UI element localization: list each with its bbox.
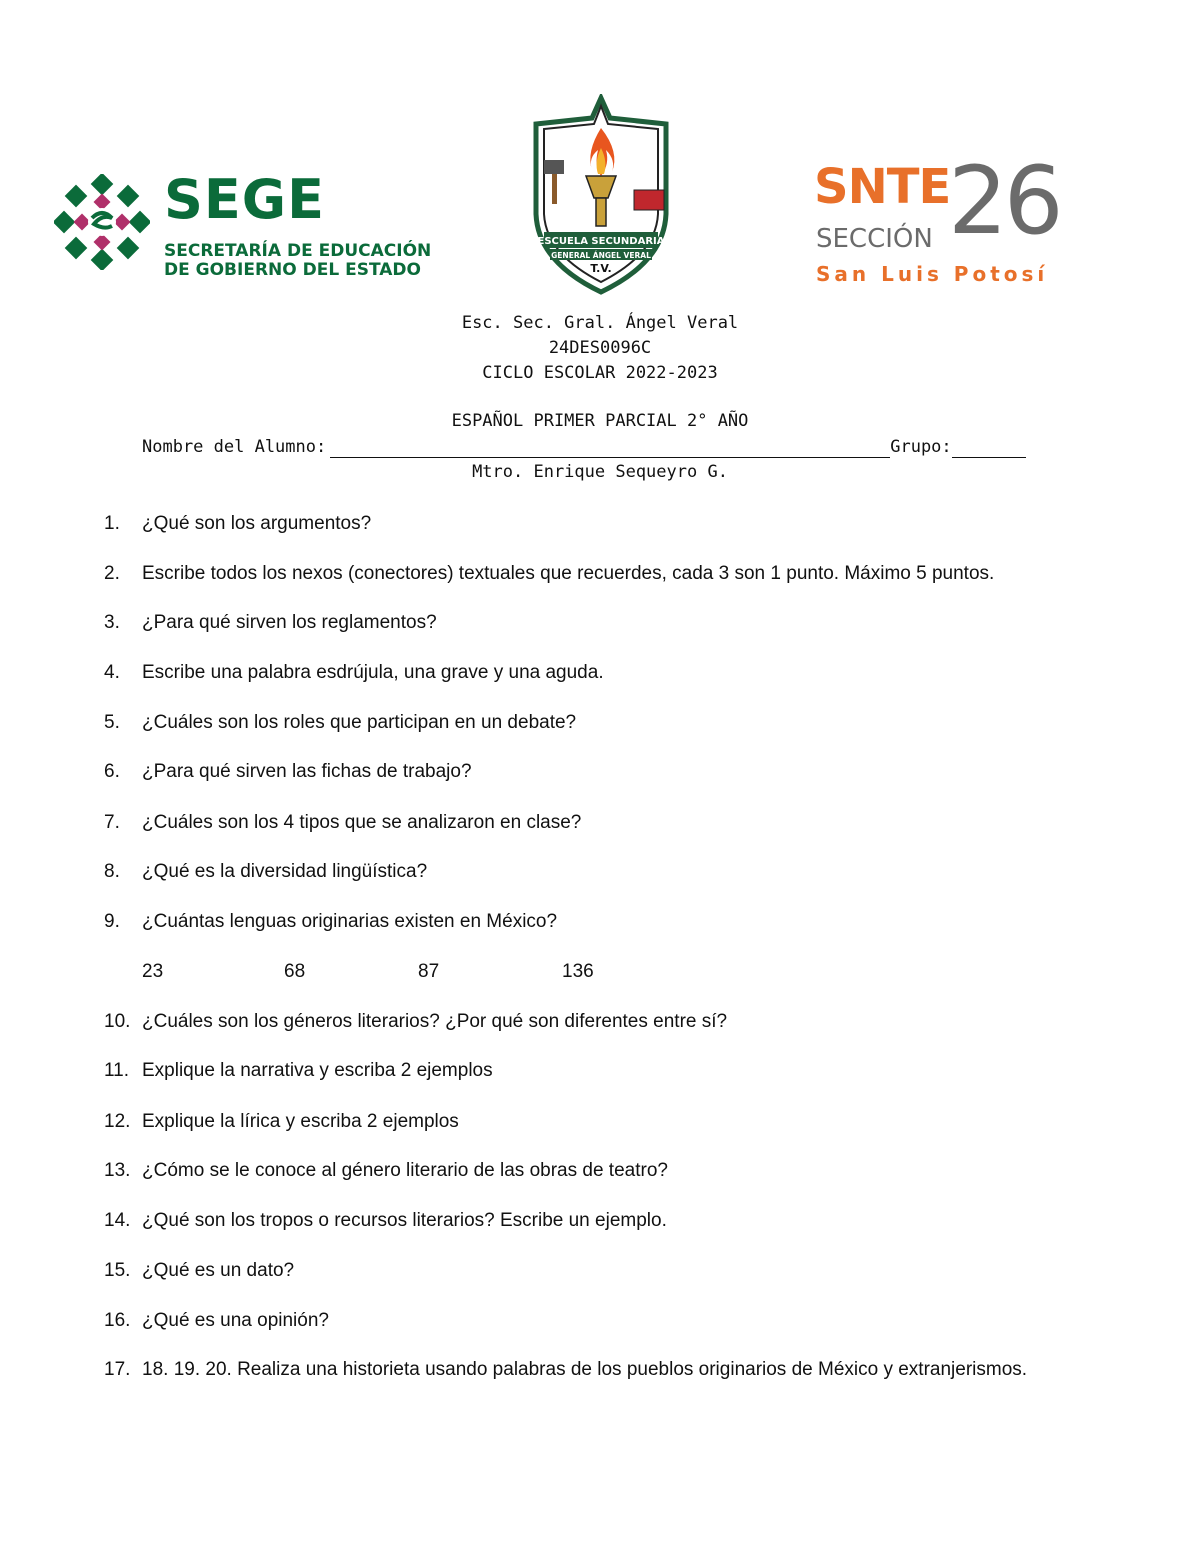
snte-word: SNTE	[814, 159, 951, 215]
question-item	[104, 611, 437, 635]
question-text: Explique la lírica y escriba 2 ejemplos	[142, 1111, 459, 1132]
question-item	[104, 1110, 459, 1134]
question-number: 11.	[104, 1060, 130, 1081]
question-number: 16.	[104, 1310, 131, 1331]
student-info-line	[142, 436, 1058, 458]
question-text: 18. 19. 20. Realiza una historieta usando palabras de los pueblos originarios de México y extranjerismos.	[142, 1359, 1028, 1380]
question-text: ¿Qué es la diversidad lingüística?	[142, 861, 428, 882]
q9-option: 87	[418, 961, 440, 982]
question-text: ¿Cuáles son los géneros literarios? ¿Por qué son diferentes entre sí?	[142, 1011, 728, 1032]
question-number: 2.	[104, 563, 120, 584]
question-item	[104, 910, 557, 934]
question-text: ¿Qué es un dato?	[142, 1260, 295, 1281]
question-item	[104, 1010, 727, 1034]
group-field[interactable]	[952, 441, 1026, 458]
question-number: 10.	[104, 1011, 131, 1032]
school-code: 24DES0096C	[548, 338, 652, 358]
question-number: 12.	[104, 1111, 131, 1132]
question-item	[104, 1358, 1027, 1382]
q9-option: 23	[142, 961, 164, 982]
question-item	[104, 1309, 329, 1333]
question-item	[104, 661, 604, 685]
question-item	[104, 1059, 493, 1083]
question-number: 14.	[104, 1210, 131, 1231]
question-number: 9.	[104, 911, 120, 932]
question-text: Explique la narrativa y escriba 2 ejemplos	[142, 1060, 493, 1081]
school-tv-text: T.V.	[590, 262, 612, 275]
question-number: 4.	[104, 662, 120, 683]
snte-logo	[806, 147, 1082, 296]
q9-option: 68	[284, 961, 306, 982]
group-label: Grupo:	[890, 437, 952, 457]
question-number: 8.	[104, 861, 120, 882]
question-text: ¿Cómo se le conoce al género literario de las obras de teatro?	[142, 1160, 668, 1181]
question-text: ¿Para qué sirven los reglamentos?	[142, 612, 437, 633]
question-item	[104, 1259, 294, 1283]
question-number: 15.	[104, 1260, 131, 1281]
school-banner-text: ESCUELA SECUNDARIA	[537, 236, 665, 247]
question-number: 3.	[104, 612, 120, 633]
sege-subtitle-line1: SECRETARÍA DE EDUCACIÓN	[164, 241, 432, 261]
question-item	[104, 860, 427, 884]
question-number: 6.	[104, 761, 120, 782]
question-item	[104, 512, 371, 536]
sege-title: SEGE	[164, 168, 325, 231]
question-item	[104, 1159, 668, 1183]
snte-number: 26	[948, 147, 1060, 256]
question-number: 17.	[104, 1359, 131, 1380]
school-crest-logo	[528, 94, 674, 296]
school-cycle: CICLO ESCOLAR 2022-2023	[482, 363, 718, 383]
question-text: ¿Qué son los tropos o recursos literarios? Escribe un ejemplo.	[142, 1210, 667, 1231]
question-item	[104, 562, 994, 586]
question-text: ¿Qué es una opinión?	[142, 1310, 329, 1331]
question-text: Escribe todos los nexos (conectores) textuales que recuerdes, cada 3 son 1 punto. Máximo 5 puntos.	[142, 563, 995, 584]
sege-emblem-icon	[54, 174, 150, 270]
question-text: ¿Qué son los argumentos?	[142, 513, 372, 534]
question-number: 5.	[104, 712, 120, 733]
question-text: ¿Para qué sirven las fichas de trabajo?	[142, 761, 472, 782]
student-name-field[interactable]	[330, 441, 890, 458]
question-item	[104, 1209, 667, 1233]
question-number: 1.	[104, 513, 120, 534]
student-name-label: Nombre del Alumno:	[142, 437, 327, 457]
question-text: ¿Cuáles son los 4 tipos que se analizaron en clase?	[142, 812, 582, 833]
question-item	[104, 711, 576, 735]
question-number: 13.	[104, 1160, 131, 1181]
q9-option: 136	[562, 961, 594, 982]
teacher-name: Mtro. Enrique Sequeyro G.	[472, 462, 728, 482]
question-text: ¿Cuáles son los roles que participan en un debate?	[142, 712, 577, 733]
snte-city: San Luis Potosí	[816, 262, 1049, 286]
sege-logo	[52, 168, 452, 280]
question-number: 7.	[104, 812, 120, 833]
question-text: ¿Cuántas lenguas originarias existen en México?	[142, 911, 558, 932]
sege-subtitle-line2: DE GOBIERNO DEL ESTADO	[164, 260, 421, 280]
question-item	[104, 760, 472, 784]
question-item	[104, 811, 581, 835]
question-text: Escribe una palabra esdrújula, una grave y una aguda.	[142, 662, 604, 683]
school-name: Esc. Sec. Gral. Ángel Veral	[461, 313, 739, 333]
school-shield-icon	[528, 94, 674, 296]
snte-section: SECCIÓN	[816, 224, 933, 254]
exam-title: ESPAÑOL PRIMER PARCIAL 2° AÑO	[451, 411, 749, 431]
school-subbanner-text: GENERAL ÁNGEL VERAL	[551, 251, 651, 260]
